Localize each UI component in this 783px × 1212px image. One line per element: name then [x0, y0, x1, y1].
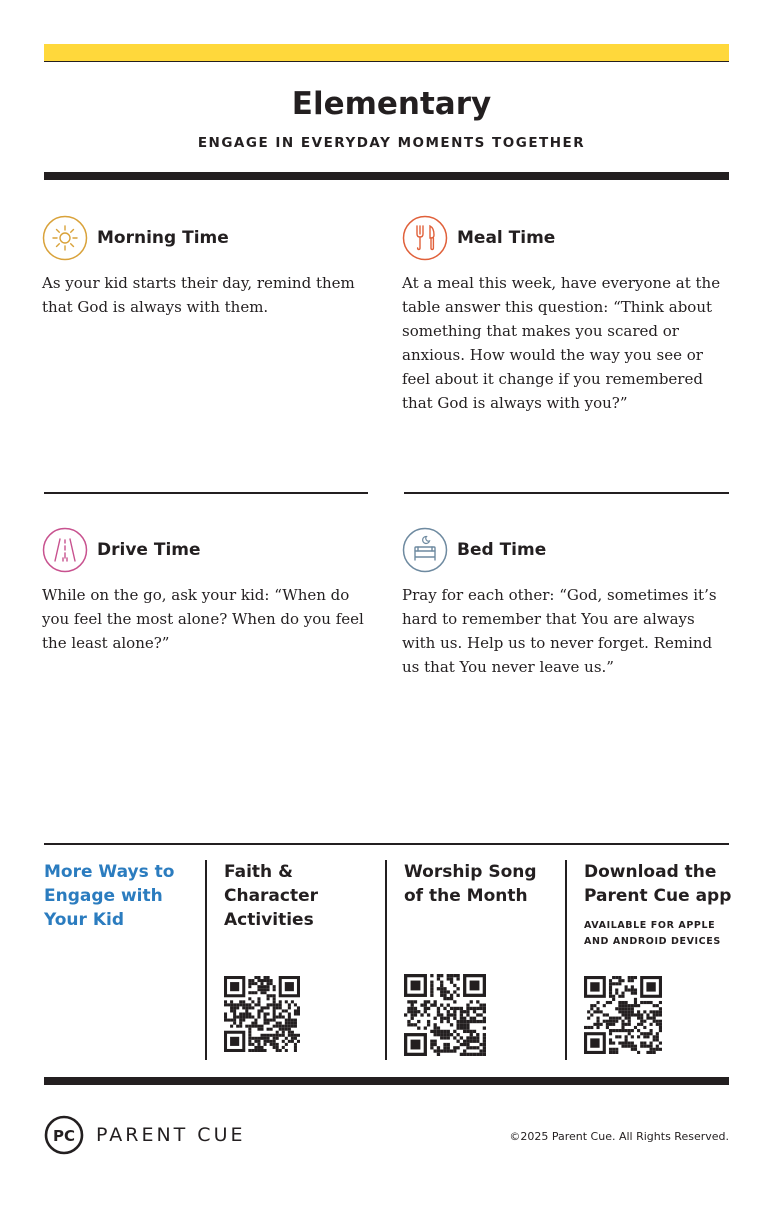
morning-time-card [42, 215, 368, 319]
logo-mark-letters: PC [52, 1127, 76, 1145]
faith-activities-title: Faith & Character Activities [224, 862, 319, 930]
section-divider-right [404, 492, 729, 494]
morning-time-title: Morning Time [97, 228, 229, 248]
footer-bottom-divider [44, 1077, 729, 1085]
page-title: Elementary [291, 86, 492, 122]
fork-knife-icon [402, 215, 448, 261]
more-ways-heading: More Ways to Engage with Your Kid [44, 862, 175, 930]
sun-icon [42, 215, 88, 261]
section-divider-left [44, 492, 368, 494]
page-subtitle: ENGAGE IN EVERYDAY MOMENTS TOGETHER [197, 135, 586, 151]
footer-column-divider [385, 860, 387, 1060]
bed-time-title: Bed Time [457, 540, 547, 560]
bed-moon-icon [402, 527, 448, 573]
morning-time-text: As your kid starts their day, remind them that God is always with them. [42, 274, 355, 316]
faith-activities-column [224, 860, 374, 932]
drive-time-text: While on the go, ask your kid: “When do you feel the most alone? When do you feel the least alone?” [42, 586, 364, 652]
app-availability-note: AVAILABLE FOR APPLE AND ANDROID DEVICES [584, 920, 721, 947]
brand-name: PARENT CUE [96, 1124, 246, 1146]
top-accent-bar [44, 44, 729, 62]
drive-time-title: Drive Time [97, 540, 201, 560]
header-divider [44, 172, 729, 180]
app-download-column [584, 860, 734, 950]
app-download-qr-code[interactable] [584, 976, 662, 1054]
meal-time-text: At a meal this week, have everyone at the table answer this question: “Think about something that makes you scared or anxious. How would the way you see or feel about it change if you remembered that God is always with you?” [402, 274, 721, 412]
footer-top-divider [44, 843, 729, 845]
footer-column-divider [565, 860, 567, 1060]
bed-time-text: Pray for each other: “God, sometimes it’s hard to remember that You are always with us. Help us to never forget. Remind us that You never leave us.” [402, 586, 717, 676]
copyright-text: ©2025 Parent Cue. All Rights Reserved. [509, 1130, 729, 1143]
worship-song-qr-code[interactable] [404, 974, 486, 1056]
drive-time-card [42, 527, 368, 655]
app-download-title: Download the Parent Cue app [584, 862, 732, 906]
faith-activities-qr-code[interactable] [224, 976, 300, 1052]
worship-song-title: Worship Song of the Month [404, 862, 537, 906]
parent-cue-logo-mark [44, 1115, 84, 1155]
worship-song-column [404, 860, 554, 908]
footer-column-divider [205, 860, 207, 1060]
bed-time-card [402, 527, 728, 679]
road-icon [42, 527, 88, 573]
meal-time-title: Meal Time [457, 228, 556, 248]
meal-time-card [402, 215, 728, 415]
parent-cue-logo [44, 1115, 245, 1155]
